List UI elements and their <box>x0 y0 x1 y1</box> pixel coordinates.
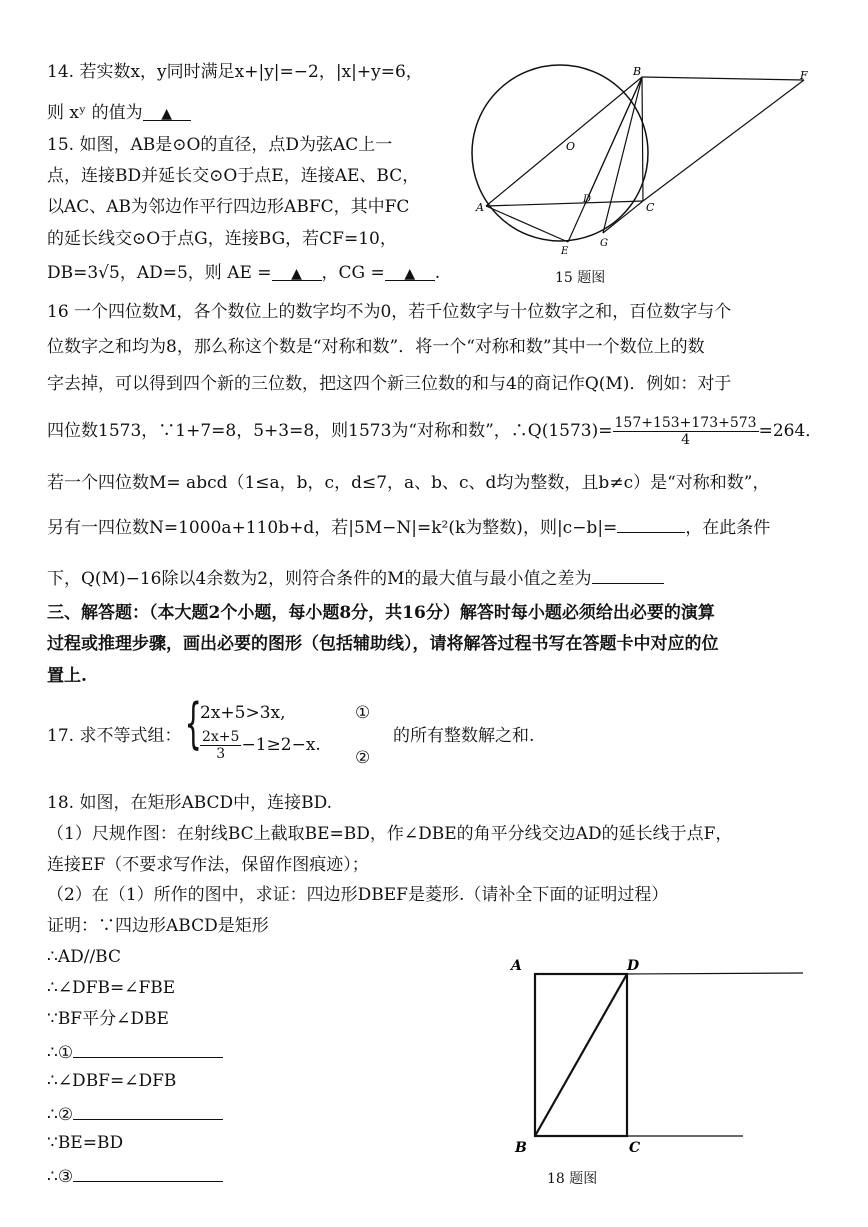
seg-cg <box>603 201 643 233</box>
ray-ad <box>627 973 803 974</box>
q15-line3: 以AC、AB为邻边作平行四边形ABFC，其中FC <box>47 197 410 217</box>
label-b: B <box>515 1140 527 1156</box>
q17-ineq2-frac <box>200 729 241 762</box>
label-d: D <box>583 194 592 205</box>
q15-cg-blank[interactable] <box>385 263 435 281</box>
q16-line6 <box>47 515 770 538</box>
q16-frac-num: 157+153+173+573 <box>614 415 757 431</box>
q16-blank1[interactable] <box>617 515 685 533</box>
q16-line4-suffix: =264． <box>758 421 823 442</box>
q14-line2-text: 则 xʸ 的值为 <box>47 103 143 123</box>
q15-figure-caption: 15 题图 <box>555 270 606 286</box>
q18-proof-8 <box>47 1164 223 1187</box>
seg-fc <box>643 80 804 201</box>
circle-o <box>472 65 648 241</box>
q18-figure-caption: 18 题图 <box>547 1171 598 1187</box>
q15-line5 <box>47 263 440 283</box>
q18-proof-4-text: ∴① <box>47 1043 74 1063</box>
q18-proof-3: ∵BF平分∠DBE <box>47 1009 169 1029</box>
q18-proof-8-text: ∴③ <box>47 1167 74 1187</box>
q17-ineq1: 2x+5>3x, <box>200 703 286 723</box>
q18-line4: （2）在（1）所作的图中，求证：四边形DBEF是菱形.（请补全下面的证明过程） <box>47 885 669 905</box>
q16-line4 <box>47 415 822 448</box>
q16-line6-suffix: ，在此条件 <box>685 518 771 538</box>
q15-cg-mark: ▲ <box>404 266 416 282</box>
section3-line1: 三、解答题：（本大题2个小题，每小题8分，共16分）解答时每小题必须给出必要的演算 <box>47 603 715 623</box>
q15-figure <box>460 55 830 265</box>
q14-answer-mark: ▲ <box>161 106 172 122</box>
q17-ineq2-rest: −1≥2−x. <box>241 735 321 756</box>
q16-line7 <box>47 566 664 589</box>
q14-line2 <box>47 103 191 123</box>
q18-line3: 连接EF（不要求写作法，保留作图痕迹）； <box>47 855 369 875</box>
q17-mark2: ② <box>355 748 371 768</box>
q16-line7-text: 下，Q(M)−16除以4余数为2，则符合条件的M的最大值与最小值之差为 <box>47 569 592 589</box>
seg-ab <box>486 77 642 206</box>
q16-frac-den: 4 <box>681 432 690 449</box>
q18-proof-1: ∴AD//BC <box>47 947 121 967</box>
label-c: C <box>646 201 655 214</box>
q16-line6-prefix: 另有一四位数N=1000a+110b+d，若|5M−N|=k²(k为整数)，则|c−b|= <box>47 518 618 538</box>
q18-proof-4 <box>47 1040 223 1063</box>
q15-line1: 15. 如图，AB是⊙O的直径，点D为弦AC上一 <box>47 135 393 155</box>
q18-blank1[interactable] <box>73 1040 223 1058</box>
q17-brace: { <box>184 692 202 755</box>
q18-proof-2: ∴∠DFB=∠FBE <box>47 978 176 998</box>
q18-blank3[interactable] <box>73 1164 223 1182</box>
seg-ac <box>486 201 643 206</box>
q16-line3: 字去掉，可以得到四个新的三位数，把这四个新三位数的和与4的商记作Q(M)．例如：对于 <box>47 374 732 394</box>
label-d: D <box>627 958 640 974</box>
q16-blank2[interactable] <box>592 566 664 584</box>
label-g: G <box>600 238 608 249</box>
q17-ineq2 <box>200 729 321 762</box>
label-e: E <box>561 246 569 257</box>
q18-line1: 18. 如图，在矩形ABCD中，连接BD. <box>47 793 333 813</box>
q18-proof-6-text: ∴② <box>47 1105 74 1125</box>
q16-line5: 若一个四位数M= abcd（1≤a，b，c，d≤7，a、b、c、d均为整数，且b≠c）是“对称和数”， <box>47 473 770 493</box>
label-c: C <box>629 1140 641 1156</box>
q15-line5-suffix: . <box>434 263 441 283</box>
section3-line3: 置上. <box>47 666 87 686</box>
label-b: B <box>633 65 642 78</box>
q18-figure <box>505 950 825 1160</box>
q17-prefix: 17. 求不等式组： <box>47 726 182 746</box>
seg-ae <box>486 206 568 242</box>
q16-line1: 16 一个四位数M，各个数位上的数字均不为0，若千位数字与十位数字之和，百位数字与个 <box>47 302 732 322</box>
q14-line1: 14. 若实数x，y同时满足x+|y|=−2，|x|+y=6， <box>47 62 423 82</box>
q15-line2: 点，连接BD并延长交⊙O于点E，连接AE、BC， <box>47 166 420 186</box>
q18-proof-5: ∴∠DBF=∠DFB <box>47 1071 177 1091</box>
label-a: A <box>476 201 484 214</box>
q16-fraction <box>613 415 759 448</box>
section3-line2: 过程或推理步骤，画出必要的图形（包括辅助线），请将解答过程书写在答题卡中对应的位 <box>47 634 719 654</box>
q16-line2: 位数字之和均为8，那么称这个数是“对称和数”．将一个“对称和数”其中一个数位上的数 <box>47 337 705 357</box>
q15-ae-blank[interactable] <box>272 263 322 281</box>
label-o: O <box>566 140 576 153</box>
q15-line5-prefix: DB=3√5，AD=5，则 AE = <box>47 263 272 283</box>
q15-line4: 的延长线交⊙O于点G，连接BG，若CF=10， <box>47 229 397 249</box>
label-a: A <box>511 958 522 974</box>
q18-proof-0: 证明：∵四边形ABCD是矩形 <box>47 916 269 936</box>
seg-bg <box>603 77 642 233</box>
q17-frac-num: 2x+5 <box>202 729 240 745</box>
label-f: F <box>800 69 808 82</box>
seg-bf <box>642 77 804 80</box>
q15-line5-mid: ，CG = <box>321 263 385 283</box>
q18-line2: （1）尺规作图：在射线BC上截取BE=BD，作∠DBE的角平分线交边AD的延长线于点F， <box>47 824 733 844</box>
q17-frac-den: 3 <box>216 746 226 763</box>
q17-mark1: ① <box>355 703 371 723</box>
seg-bd <box>535 974 627 1136</box>
q18-proof-7: ∵BE=BD <box>47 1133 124 1153</box>
q18-blank2[interactable] <box>73 1102 223 1120</box>
q17-suffix: 的所有整数解之和. <box>393 726 535 746</box>
q18-proof-6 <box>47 1102 223 1125</box>
seg-bd <box>585 77 642 204</box>
q15-ae-mark: ▲ <box>291 266 302 282</box>
q16-line4-prefix: 四位数1573，∵1+7=8，5+3=8，则1573为“对称和数”，∴Q(1573)= <box>47 421 613 442</box>
q14-answer-blank[interactable] <box>143 103 191 121</box>
